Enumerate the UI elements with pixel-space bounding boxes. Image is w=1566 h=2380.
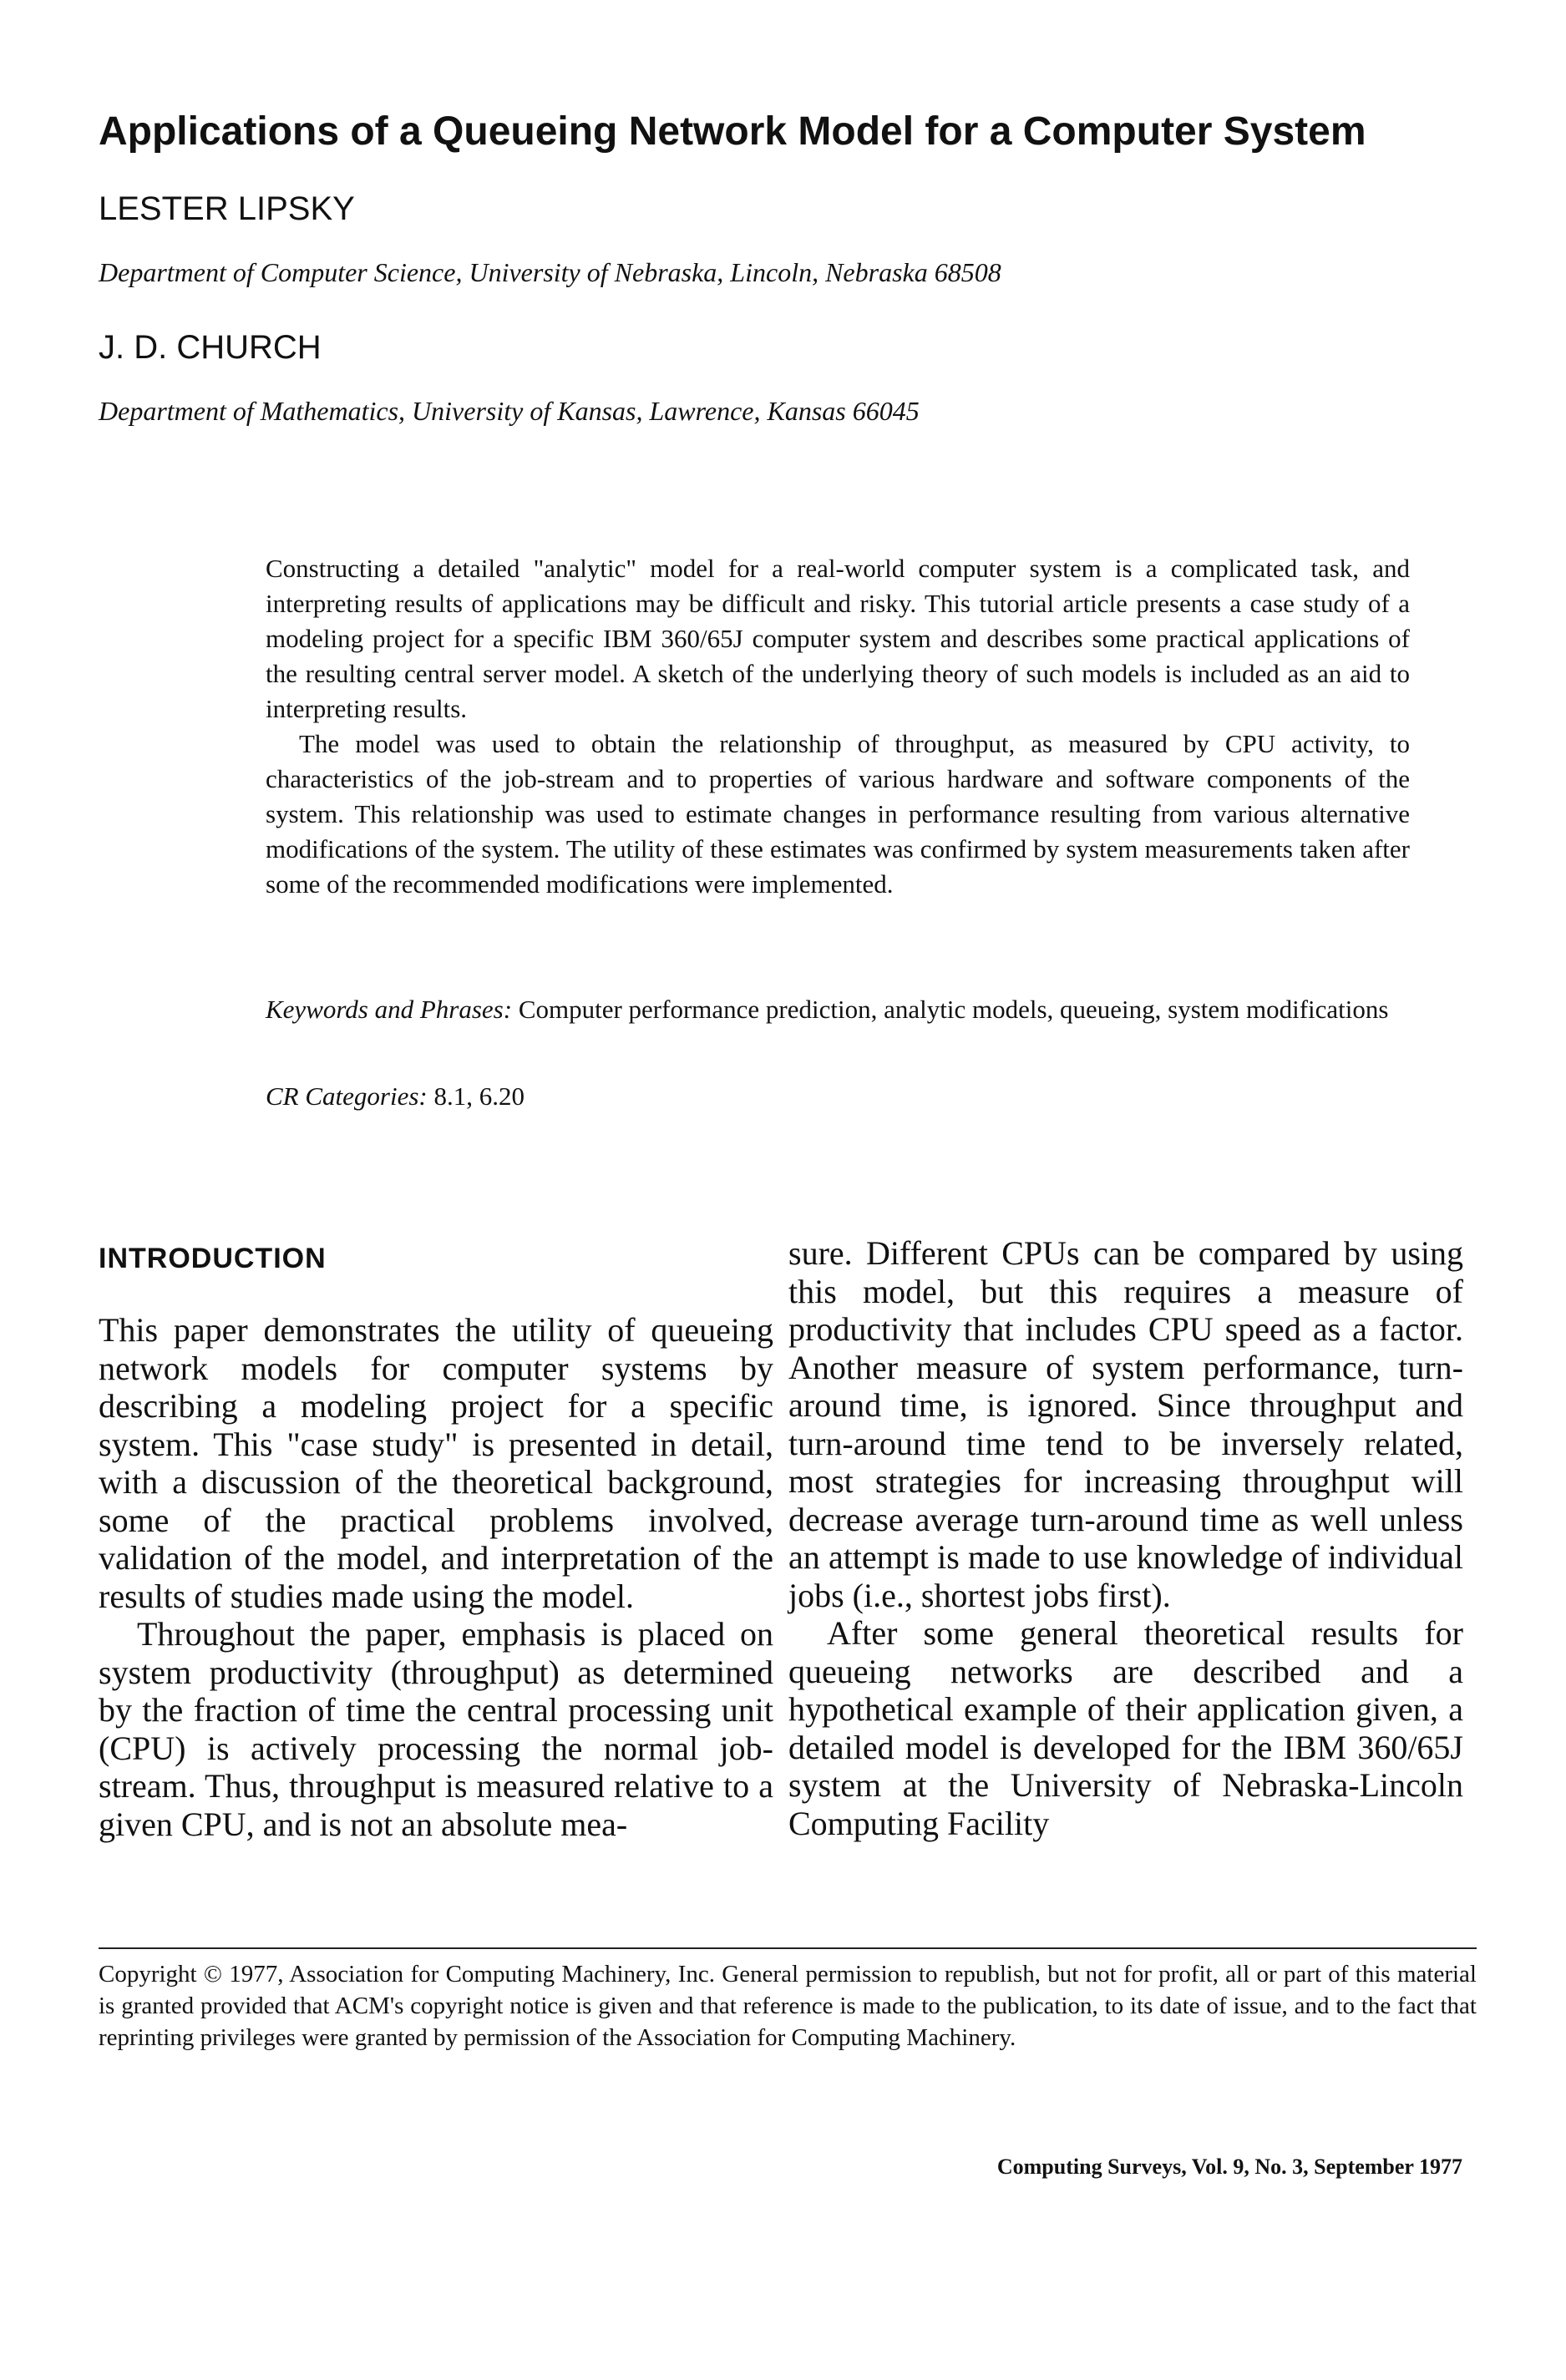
intro-paragraph-1: This paper demonstrates the utility of queueing network models for computer systems by describing a modeling project for a specific system. This "case study" is presented in detail, with a discussion of the theoretical background, some of the practical problems involved, validation of the model, and interpretation of the results of studies made using the model. <box>99 1311 773 1615</box>
body-column-left <box>99 1311 773 1843</box>
intro-paragraph-2: Throughout the paper, emphasis is placed on system productivity (throughput) as determined by the fraction of time the central processing unit (CPU) is actively processing the normal job-stream. Thus, throughput is measured relative to a given CPU, and is not an absolute mea- <box>99 1615 773 1843</box>
cr-categories <box>266 1079 525 1114</box>
keywords <box>266 992 1410 1027</box>
body-column-right <box>788 1234 1463 1842</box>
author-affiliation-2: Department of Mathematics, University of Kansas, Lawrence, Kansas 66045 <box>99 396 920 426</box>
journal-footer: Computing Surveys, Vol. 9, No. 3, September 1977 <box>996 2155 1462 2179</box>
cr-categories-text: 8.1, 6.20 <box>427 1081 525 1111</box>
footnote-divider <box>99 1947 1477 1949</box>
abstract-paragraph-2: The model was used to obtain the relationship of throughput, as measured by CPU activity, to characteristics of the job-stream and to properties of various hardware and software components of the system. This relationship was used to estimate changes in performance resulting from various alternative modifications of the system. The utility of these estimates was confirmed by system measurements taken after some of the recommended modifications were implemented. <box>266 729 1410 899</box>
author-affiliation-1: Department of Computer Science, University of Nebraska, Lincoln, Nebraska 68508 <box>99 257 1001 287</box>
keywords-label: Keywords and Phrases: <box>266 995 513 1024</box>
author-name-2: J. D. CHURCH <box>99 329 322 366</box>
intro-paragraph-3: sure. Different CPUs can be compared by using this model, but this requires a measure of productivity that includes CPU speed as a factor. Another measure of system performance, turn-around time, is ignored. Since throughput and turn-around time tend to be inversely related, most strategies for increasing throughput will decrease average turn-around time as well unless an attempt is made to use knowledge of individual jobs (i.e., shortest jobs first). <box>788 1234 1463 1614</box>
copyright-notice: Copyright © 1977, Association for Computing Machinery, Inc. General permission to republish, but not for profit, all or part of this material is granted provided that ACM's copyright notice is given and that reference is made to the publication, to its date of issue, and to the fact that reprinting privileges were granted by permission of the Association for Computing Machinery. <box>99 1961 1477 2051</box>
keywords-text: Computer performance prediction, analytic models, queueing, system modifications <box>512 995 1389 1024</box>
author-name-1: LESTER LIPSKY <box>99 190 355 227</box>
intro-paragraph-4: After some general theoretical results for queueing networks are described and a hypothetical example of their application given, a detailed model is developed for the IBM 360/65J system at the University of Nebraska-Lincoln Computing Facility <box>788 1614 1463 1842</box>
abstract-paragraph-1: Constructing a detailed "analytic" model for a real-world computer system is a complicated task, and interpreting results of applications may be difficult and risky. This tutorial article presents a case study of a modeling project for a specific IBM 360/65J computer system and describes some practical applications of the resulting central server model. A sketch of the underlying theory of such models is included as an aid to interpreting results. <box>266 554 1410 723</box>
section-heading-introduction: INTRODUCTION <box>99 1243 327 1274</box>
paper-title: Applications of a Queueing Network Model for a Computer System <box>99 109 1366 154</box>
cr-categories-label: CR Categories: <box>266 1081 428 1111</box>
abstract <box>266 551 1410 902</box>
